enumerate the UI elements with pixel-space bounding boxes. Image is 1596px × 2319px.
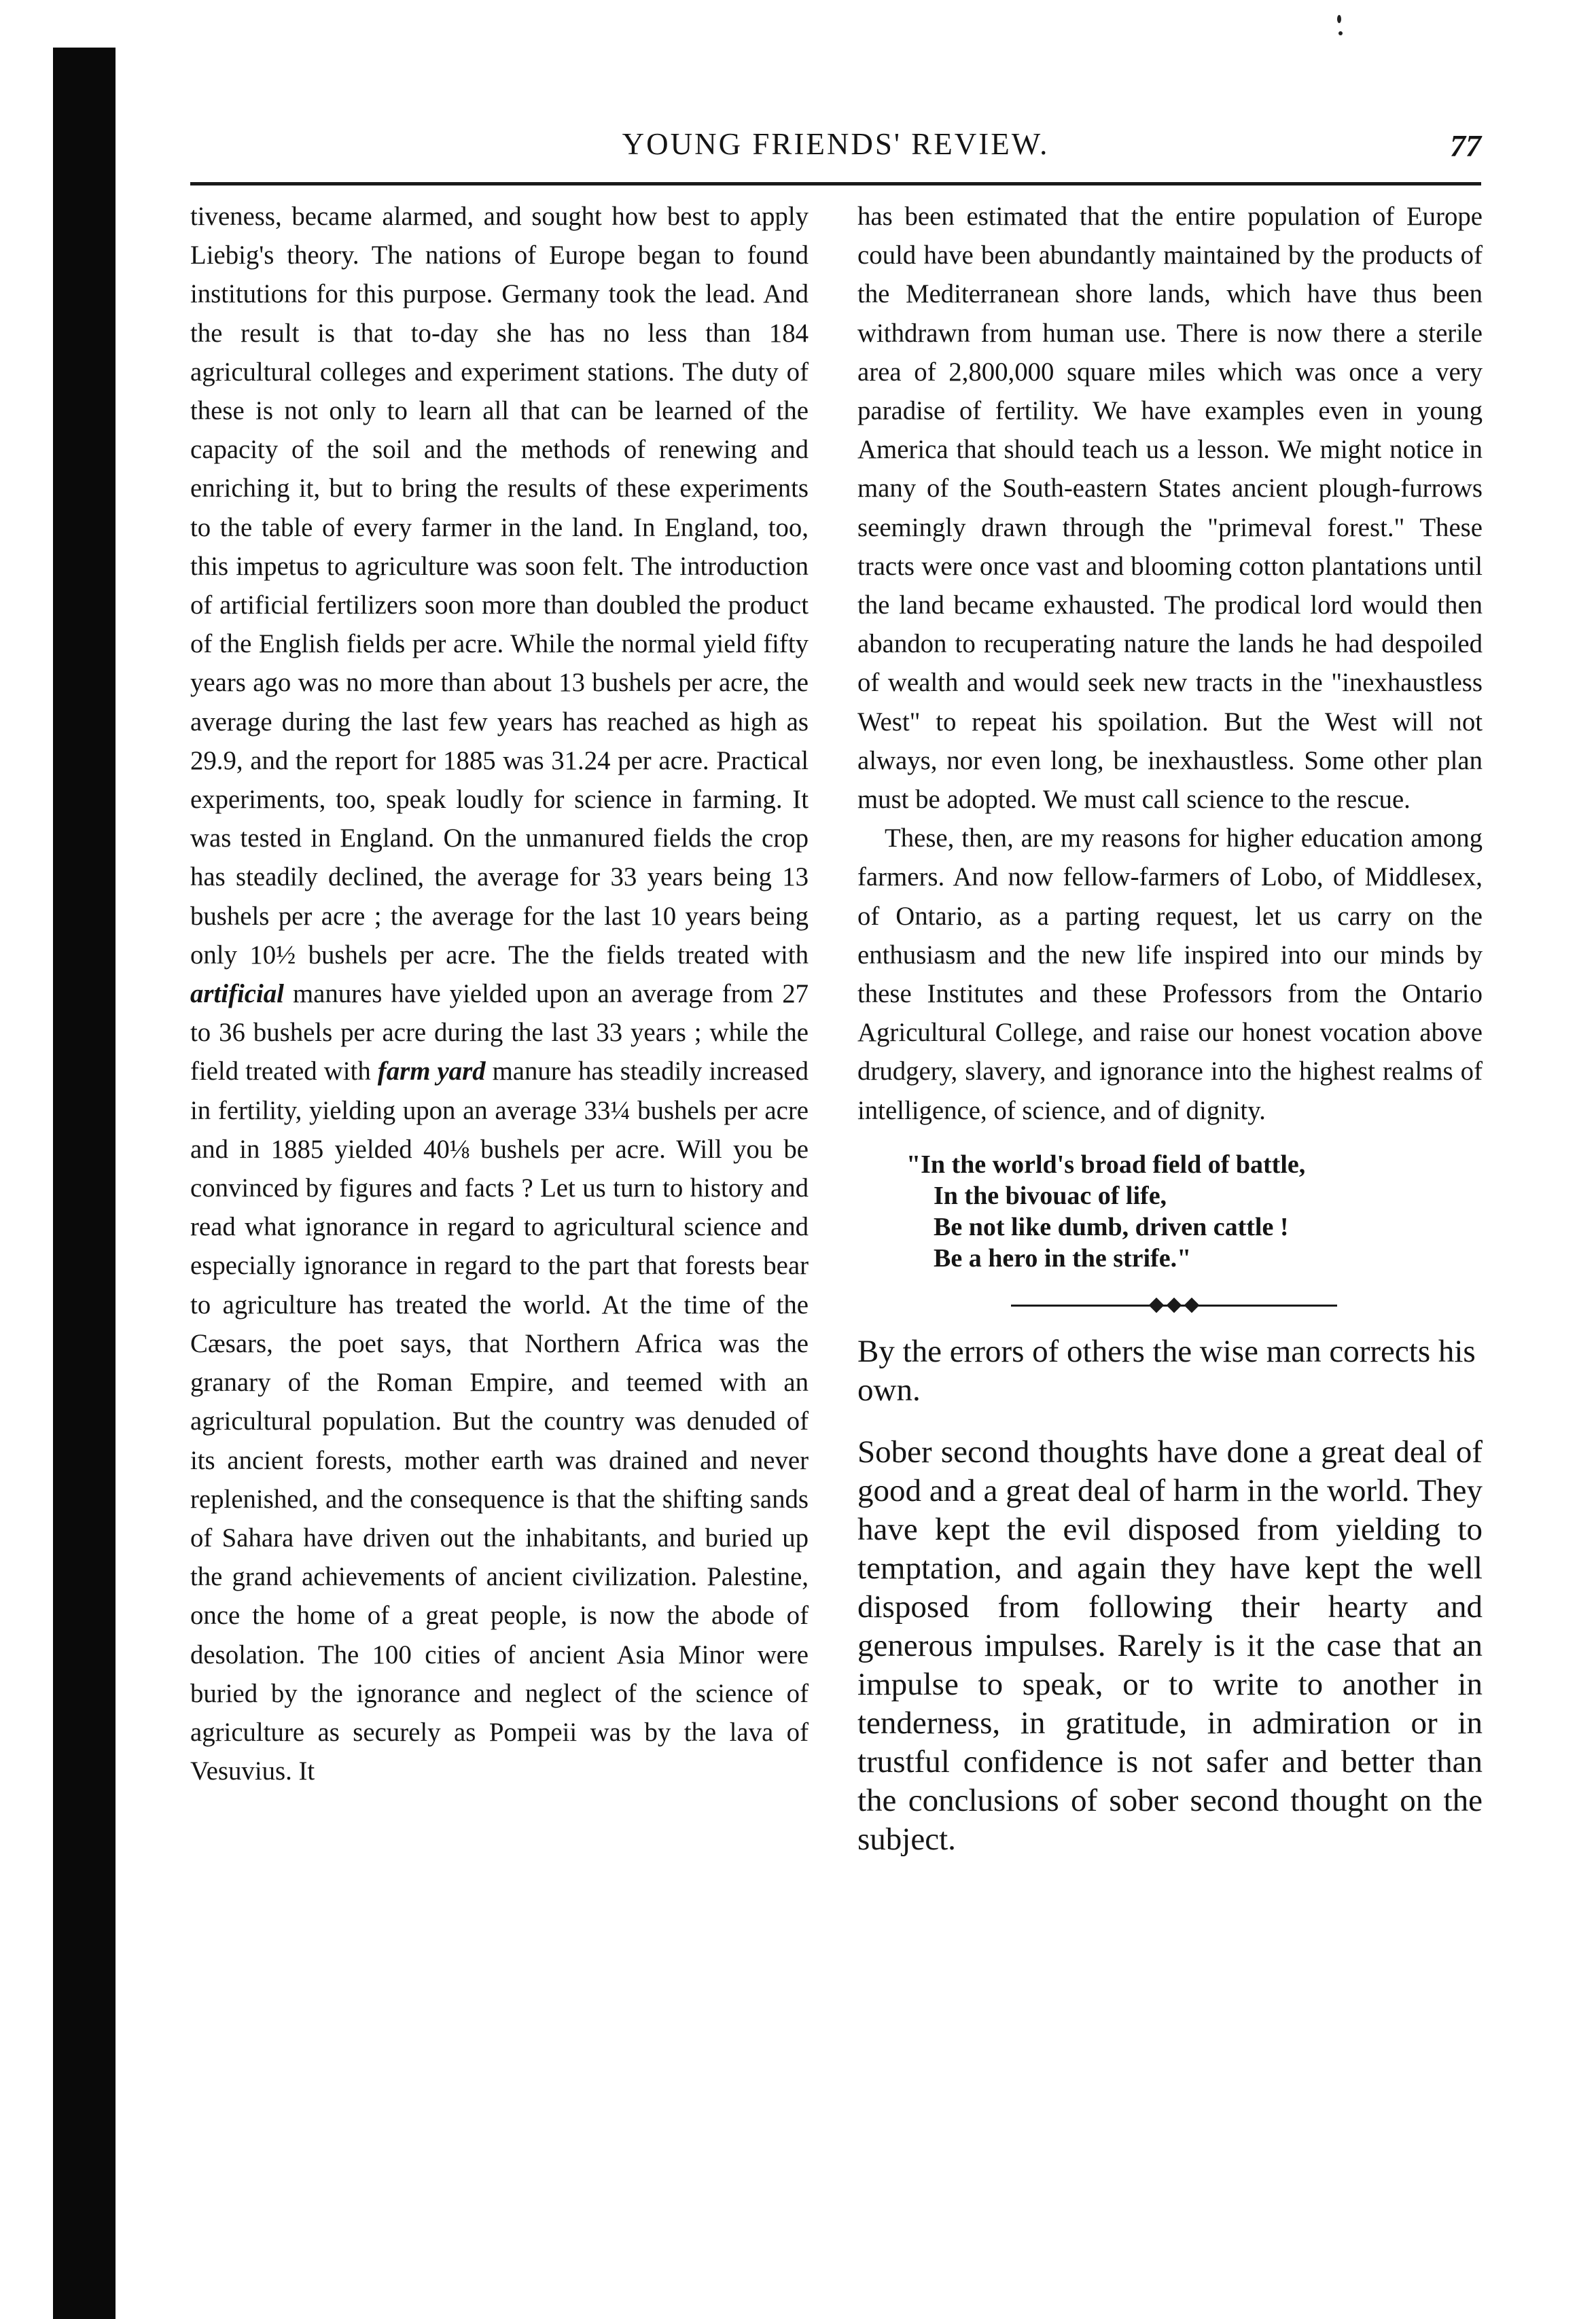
poem-line: Be not like dumb, driven cattle !: [934, 1212, 1289, 1241]
poem-quote: [906, 1149, 1483, 1274]
poem-line: "In the world's broad field of battle,: [906, 1150, 1306, 1179]
emphasis-artificial: artificial: [190, 979, 284, 1009]
section-divider: [1011, 1297, 1337, 1313]
emphasis-farm-yard: farm yard: [377, 1057, 486, 1086]
aphorism: Sober second thoughts have done a great deal of good and a great deal of harm in the world. They have kept the evil disposed from yielding to temptation, and again they have kept the well disposed from following their hearty and generous impulses. Rarely is it the case that an impulse to speak, or to write to another in tenderness, in gratitude, in admiration or in trustful confidence is not safer and better than the conclusions of sober second thought on the subject.: [857, 1434, 1483, 1857]
aphorism: By the errors of others the wise man corrects his own.: [857, 1333, 1476, 1408]
poem-line: In the bivouac of life,: [934, 1181, 1167, 1210]
poem-line: Be a hero in the strife.": [934, 1243, 1192, 1273]
journal-title: YOUNG FRIENDS' REVIEW.: [622, 127, 1050, 161]
scan-speck: [1338, 31, 1343, 35]
paragraph: has been estimated that the entire population of Europe could have been abundantly maintained by the products of the Mediterranean shore lands, which have thus been withdrawn from human use. There is now there a sterile area of 2,800,000 square miles which was once a very paradise of fertility. We have examples even in young America that should teach us a lesson. We might notice in many of the South-eastern States ancient plough-furrows seemingly drawn through the "primeval forest." These tracts were once vast and blooming cotton plantations until the land became exhausted. The prodical lord would then abandon to recuperating nature the lands he had despoiled of wealth and would seek new tracts in the "inexhaustless West" to repeat his spoilation. But the West will not always, nor even long, be inexhaustless. Some other plan must be adopted. We must call science to the rescue.: [857, 202, 1483, 815]
binding-edge: [53, 48, 116, 2319]
scan-speck: [1337, 15, 1341, 23]
page-number: 77: [1450, 128, 1481, 163]
article-continuation: tiveness, became alarmed, and sought how best to apply Liebig's theory. The nations of Europe began to found institutions for this purpose. Germany took the lead. And the result is that to-day she has no less than 184 agricultural colleges and experiment stations. The duty of these is not only to learn all that can be learned of the capacity of the soil and the methods of renewing and enriching it, but to bring the results of these experiments to the table of every farmer in the land. In England, too, this impetus to agriculture was soon felt. The introduction of artificial fertilizers soon more than doubled the product of the English fields per acre. While the normal yield fifty years ago was no more than about 13 bushels per acre, the average during the last few years has reached as high as 29.9, and the report for 1885 was 31.24 per acre. Practical experiments, too, speak loudly for science in farming. It was tested in England. On the unmanured fields the crop has steadily declined, the average for 33 years being 13 bushels per acre ; the average for the last 10 years being only 10½ bushels per acre. The the fields treated with artificial manures have yielded upon an average from 27 to 36 bushels per acre during the last 33 years ; while the field treated with farm yard manure has steadily increased in fertility, yielding upon an average 33¼ bushels per acre and in 1885 yielded 40⅛ bushels per acre. Will you be convinced by figures and facts ? Let us turn to history and read what ignorance in regard to agricultural science and especially ignorance in regard to the part that forests bear to agriculture has treated the world. At the time of the Cæsars, the poet says, that Northern Africa was the granary of the Roman Empire, and teemed with an agricultural population. But the country was denuded of its ancient forests, mother earth was drained and never replenished, and the consequence is that the shifting sands of Sahara have driven out the inhabitants, and buried up the grand achievements of ancient civilization. Palestine, once the home of a great people, is now the abode of desolation. The 100 cities of ancient Asia Minor were buried by the ignorance and neglect of the science of agriculture as securely as Pompeii was by the lava of Vesuvius. It: [190, 202, 809, 1786]
header-rule: [190, 182, 1481, 185]
right-column: [857, 197, 1483, 1859]
paragraph: These, then, are my reasons for higher education among farmers. And now fellow-farmers of Lobo, of Middlesex, of Ontario, as a parting request, let us carry on the enthusiasm and the new life inspired into our minds by these Institutes and these Professors from the Ontario Agricultural College, and raise our honest vocation above drudgery, slavery, and ignorance into the highest realms of intelligence, of science, and of dignity.: [857, 824, 1483, 1125]
left-column: [190, 197, 809, 1790]
running-header: [190, 126, 1481, 181]
